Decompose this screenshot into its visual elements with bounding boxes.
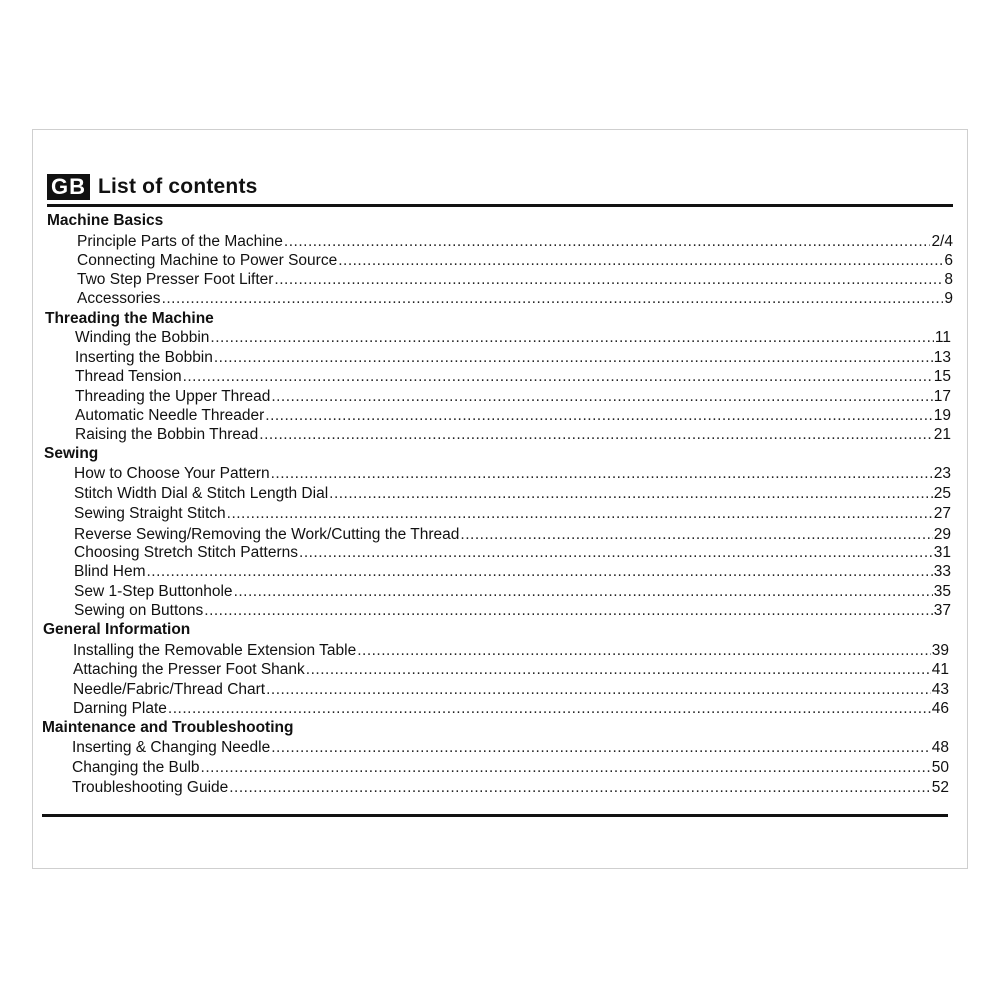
- dot-leader: [271, 739, 931, 757]
- toc-entry[interactable]: [72, 739, 949, 757]
- entry-page-number: 39: [931, 642, 949, 659]
- entry-page-number: 31: [933, 544, 951, 561]
- entry-title: Choosing Stretch Stitch Patterns: [74, 544, 299, 561]
- toc-entry[interactable]: [75, 329, 951, 347]
- entry-page-number: 25: [933, 485, 951, 502]
- toc-entry[interactable]: [74, 602, 951, 620]
- entry-page-number: 29: [933, 526, 951, 543]
- entry-title: How to Choose Your Pattern: [74, 465, 270, 482]
- dot-leader: [306, 661, 931, 679]
- entry-page-number: 48: [931, 739, 949, 756]
- toc-entry[interactable]: [74, 544, 951, 562]
- entry-title: Needle/Fabric/Thread Chart: [73, 681, 266, 698]
- section-heading: Maintenance and Troubleshooting: [42, 719, 294, 736]
- dot-leader: [299, 544, 933, 562]
- dot-leader: [214, 349, 933, 367]
- entry-page-number: 2/4: [931, 233, 953, 250]
- toc-entry[interactable]: [74, 583, 951, 601]
- entry-title: Blind Hem: [74, 563, 146, 580]
- entry-title: Darning Plate: [73, 700, 167, 717]
- dot-leader: [229, 779, 931, 797]
- entry-page-number: 15: [933, 368, 951, 385]
- dot-leader: [265, 407, 932, 425]
- dot-leader: [259, 426, 932, 444]
- entry-title: Winding the Bobbin: [75, 329, 210, 346]
- dot-leader: [357, 642, 931, 660]
- entry-page-number: 43: [931, 681, 949, 698]
- entry-title: Sew 1-Step Buttonhole: [74, 583, 233, 600]
- dot-leader: [162, 290, 944, 308]
- section-heading: General Information: [43, 621, 191, 638]
- toc-entry[interactable]: [72, 759, 949, 777]
- entry-page-number: 9: [944, 290, 953, 307]
- dot-leader: [201, 759, 931, 777]
- toc-entry[interactable]: [75, 407, 951, 425]
- entry-page-number: 6: [944, 252, 953, 269]
- entry-page-number: 23: [933, 465, 951, 482]
- entry-page-number: 35: [933, 583, 951, 600]
- toc-entry[interactable]: [73, 661, 949, 679]
- toc-entry[interactable]: [74, 505, 951, 523]
- toc-entry[interactable]: [75, 426, 951, 444]
- entry-title: Sewing Straight Stitch: [74, 505, 226, 522]
- toc-entry[interactable]: [75, 368, 951, 386]
- dot-leader: [329, 485, 933, 503]
- toc-entry[interactable]: [74, 526, 951, 544]
- entry-title: Two Step Presser Foot Lifter: [77, 271, 274, 288]
- entry-title: Accessories: [77, 290, 161, 307]
- dot-leader: [284, 233, 931, 251]
- entry-page-number: 41: [931, 661, 949, 678]
- entry-page-number: 8: [944, 271, 953, 288]
- section-heading: Machine Basics: [47, 212, 164, 229]
- dot-leader: [183, 368, 933, 386]
- entry-title: Connecting Machine to Power Source: [77, 252, 338, 269]
- dot-leader: [204, 602, 932, 620]
- toc-entry[interactable]: [77, 290, 953, 308]
- entry-page-number: 52: [931, 779, 949, 796]
- toc-entry[interactable]: [74, 563, 951, 581]
- dot-leader: [274, 271, 943, 289]
- toc-entry[interactable]: [73, 681, 949, 699]
- toc-entry[interactable]: [77, 271, 953, 289]
- toc-entry[interactable]: [72, 779, 949, 797]
- entry-page-number: 33: [933, 563, 951, 580]
- language-badge: GB: [47, 174, 90, 200]
- entry-page-number: 50: [931, 759, 949, 776]
- dot-leader: [338, 252, 943, 270]
- entry-page-number: 17: [933, 388, 951, 405]
- entry-page-number: 11: [934, 329, 951, 346]
- toc-entry[interactable]: [73, 700, 949, 718]
- toc-entry[interactable]: [77, 233, 953, 251]
- dot-leader: [460, 526, 932, 544]
- dot-leader: [271, 388, 932, 406]
- entry-page-number: 13: [933, 349, 951, 366]
- entry-title: Raising the Bobbin Thread: [75, 426, 259, 443]
- toc-entry[interactable]: [74, 465, 951, 483]
- section-heading: Sewing: [44, 445, 99, 462]
- entry-title: Sewing on Buttons: [74, 602, 204, 619]
- entry-title: Changing the Bulb: [72, 759, 200, 776]
- toc-entry[interactable]: [75, 388, 951, 406]
- dot-leader: [227, 505, 933, 523]
- entry-title: Inserting the Bobbin: [75, 349, 213, 366]
- footer-divider: [42, 814, 948, 817]
- dot-leader: [147, 563, 933, 581]
- dot-leader: [210, 329, 933, 347]
- entry-page-number: 19: [933, 407, 951, 424]
- toc-entry[interactable]: [75, 349, 951, 367]
- entry-title: Principle Parts of the Machine: [77, 233, 283, 250]
- entry-title: Attaching the Presser Foot Shank: [73, 661, 305, 678]
- toc-entry[interactable]: [73, 642, 949, 660]
- entry-title: Troubleshooting Guide: [72, 779, 229, 796]
- toc-entry[interactable]: [77, 252, 953, 270]
- page-title: List of contents: [98, 175, 258, 198]
- section-heading: Threading the Machine: [45, 310, 214, 327]
- dot-leader: [271, 465, 933, 483]
- entry-title: Thread Tension: [75, 368, 182, 385]
- entry-title: Reverse Sewing/Removing the Work/Cutting the Thread: [74, 526, 460, 543]
- dot-leader: [266, 681, 931, 699]
- entry-page-number: 37: [933, 602, 951, 619]
- entry-title: Inserting & Changing Needle: [72, 739, 271, 756]
- entry-title: Threading the Upper Thread: [75, 388, 271, 405]
- entry-page-number: 21: [933, 426, 951, 443]
- entry-page-number: 27: [933, 505, 951, 522]
- entry-title: Installing the Removable Extension Table: [73, 642, 357, 659]
- entry-title: Stitch Width Dial & Stitch Length Dial: [74, 485, 329, 502]
- entry-page-number: 46: [931, 700, 949, 717]
- dot-leader: [168, 700, 931, 718]
- dot-leader: [234, 583, 933, 601]
- toc-entry[interactable]: [74, 485, 951, 503]
- entry-title: Automatic Needle Threader: [75, 407, 265, 424]
